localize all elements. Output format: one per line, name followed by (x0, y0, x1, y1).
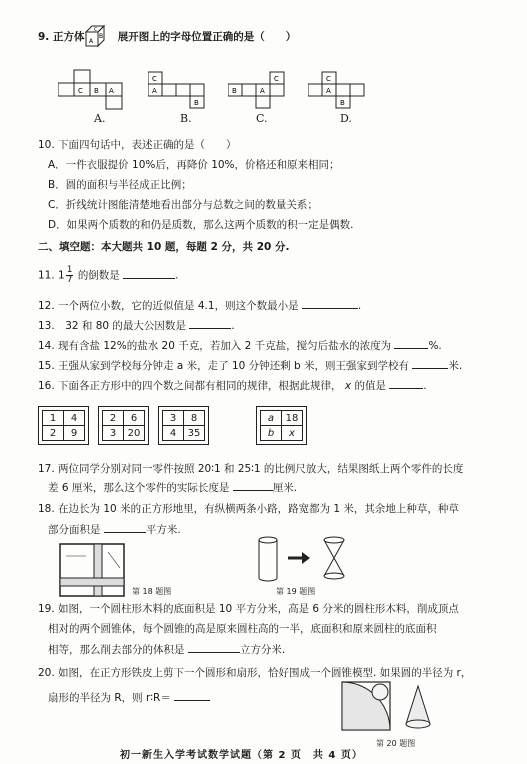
q10-title: 10. 下面四句话中，表述正确的是（ ） (38, 139, 237, 151)
q15-line (38, 358, 462, 373)
q14-line (38, 338, 442, 353)
net-c (228, 68, 300, 116)
q13-text: 13. 32 和 80 的最大公因数是 (38, 320, 186, 332)
figure-20 (340, 680, 440, 736)
q15-end: 米. (448, 360, 463, 372)
q16-answer-blank[interactable] (389, 378, 423, 389)
figure-18-caption: 第 18 题图 (132, 587, 172, 596)
section-2-heading: 二、填空题：本大题共 10 题，每题 2 分，共 20 分. (38, 241, 290, 253)
page-footer: 初一新生入学考试数学试题（第 2 页 共 4 页） (120, 750, 363, 761)
q20-line-2 (48, 690, 210, 705)
cube-letter-c: C (94, 27, 98, 33)
net-d (308, 68, 380, 116)
net-b-letter-2: A (152, 87, 157, 95)
net-c-letter-1: B (232, 87, 237, 95)
grid-2-cell: 2 (103, 411, 124, 426)
q16-line (38, 378, 427, 393)
grid-4-cell (261, 426, 282, 441)
option-c-label: C. (256, 112, 268, 125)
q15-answer-blank[interactable] (412, 358, 448, 369)
q12-text: 12. 一个两位小数，它的近似值是 4.1，则这个数最小是 (38, 300, 299, 312)
grid-3-cell: 3 (163, 411, 184, 426)
q18-line-1: 18. 在边长为 10 米的正方形地里，有纵横两条小路，路宽都为 1 米，其余地上种草，种草 (38, 503, 459, 515)
figure-19 (256, 534, 356, 584)
net-a (58, 66, 138, 114)
q17-line-2 (48, 480, 297, 495)
q16-tail: 的值是 (354, 380, 386, 392)
grid-4-cell: 18 (282, 411, 303, 426)
grid-3-cell: 4 (163, 426, 184, 441)
q11-fraction (66, 266, 74, 285)
q12-end: . (357, 300, 362, 312)
q13-end: . (231, 320, 235, 332)
q11-number: 11. (38, 269, 55, 282)
net-b-letter-3: B (194, 99, 199, 107)
q18-line-2 (48, 522, 181, 537)
q16-text: 16. 下面各正方形中的四个数之间都有相同的规律，根据此规律， (38, 380, 342, 392)
q19-line-1: 19. 如图，一个圆柱形木料的底面积是 10 平方分米，高是 6 分米的圆柱形木料，削成顶点 (38, 603, 459, 615)
q20-answer-blank[interactable] (174, 690, 210, 701)
q12-line (38, 298, 361, 313)
q20-text: 扇形的半径为 R，则 r∶R＝ (48, 692, 171, 704)
q18-answer-blank[interactable] (104, 522, 146, 533)
grid-3-cell: 8 (184, 411, 205, 426)
q18-end: 平方米. (145, 524, 181, 536)
q14-text: 14. 现有含盐 12%的盐水 20 千克，若加入 2 千克盐，搅匀后盐水的浓度为 (38, 340, 392, 352)
net-b (148, 68, 218, 116)
q10-option-b: B．圆的面积与半径成正比例； (48, 179, 192, 191)
grid-1 (38, 406, 89, 445)
q9-post-text: 展开图上的字母位置正确的是（ ） (117, 31, 297, 43)
q11-line (38, 266, 179, 285)
net-a-letter-3: C (78, 87, 83, 95)
grid-1-cell: 4 (64, 411, 85, 426)
option-b-label: B. (180, 112, 192, 125)
q11-answer-blank[interactable] (123, 268, 175, 279)
grid-2-cell: 3 (103, 426, 124, 441)
figure-18 (58, 542, 128, 600)
grid-3 (158, 406, 209, 445)
q15-text: 15. 王强从家到学校每分钟走 a 米，走了 10 分钟还剩 b 米，则王强家到学校有 (38, 360, 410, 372)
q16-end: . (423, 380, 427, 392)
grid-2-cell: 20 (124, 426, 145, 441)
net-d-letter-1: C (326, 75, 331, 83)
option-a-label: A. (94, 112, 106, 125)
q13-answer-blank[interactable] (189, 318, 231, 329)
grid-4-value: a (267, 412, 275, 424)
q10-option-d: D．如果两个质数的和仍是质数，那么这两个质数的积一定是偶数. (48, 219, 354, 231)
q19-answer-blank[interactable] (188, 642, 240, 653)
figure-20-caption: 第 20 题图 (376, 739, 416, 748)
grid-2-cell: 6 (124, 411, 145, 426)
q19-text: 相等，那么削去部分的体积是 (48, 644, 185, 656)
grid-3-cell: 35 (184, 426, 205, 441)
q11-numerator: 1 (66, 265, 73, 275)
grid-4-cell (261, 411, 282, 426)
net-a-letter-1: B (94, 87, 99, 95)
option-d-label: D. (340, 112, 352, 125)
grid-4-value: x (289, 427, 295, 439)
q11-end: . (175, 269, 179, 282)
net-c-letter-3: C (274, 75, 279, 83)
grid-1-cell: 9 (64, 426, 85, 441)
q10-option-c: C．折线统计图能清楚地看出部分与总数之间的数量关系； (48, 199, 318, 211)
q17-answer-blank[interactable] (233, 480, 273, 491)
cube-letter-a: A (89, 38, 94, 45)
q11-denominator: 7 (66, 275, 73, 285)
net-b-letter-1: C (152, 75, 157, 83)
grid-2 (98, 406, 149, 445)
q16-variable: x (344, 380, 352, 392)
q18-text: 部分面积是 (48, 524, 101, 536)
net-c-letter-2: A (260, 87, 265, 95)
q20-line-1: 20. 如图，在正方形铁皮上剪下一个圆形和扇形，恰好围成一个圆锥模型. 如果圆的半径为 r， (38, 667, 472, 679)
net-a-letter-2: A (109, 87, 114, 95)
q11-text: 的倒数是 (77, 269, 120, 282)
q14-answer-blank[interactable] (394, 338, 428, 349)
q19-line-2: 相对的两个圆锥体，每个圆锥的高是原来圆柱高的一半，底面积和原来圆柱的底面积 (48, 623, 437, 635)
figure-19-caption: 第 19 题图 (276, 587, 316, 596)
grid-4-cell (282, 426, 303, 441)
q17-text: 差 6 厘米，那么这个零件的实际长度是 (48, 482, 230, 494)
q19-end: 立方分米. (239, 644, 286, 656)
q10-option-a: A．一件衣服提价 10%后，再降价 10%，价格还和原来相同； (48, 159, 340, 171)
cube-letter-b: B (99, 33, 104, 40)
q9-pre-text: 正方体 (52, 31, 85, 43)
net-d-letter-2: A (326, 87, 331, 95)
net-d-letter-3: B (340, 99, 345, 107)
q11-whole: 1 (58, 269, 65, 282)
cube-figure (84, 24, 108, 50)
q17-end: 厘米. (272, 482, 298, 494)
q9-line (38, 30, 296, 44)
q14-end: %. (428, 340, 442, 352)
q9-number: 9. (38, 31, 50, 43)
grid-1-cell: 1 (43, 411, 64, 426)
q17-line-1: 17. 两位同学分别对同一零件按照 20∶1 和 25∶1 的比例尺放大，结果图纸上两个零件的长度 (38, 463, 464, 475)
grid-4 (256, 406, 307, 445)
grid-1-cell: 2 (43, 426, 64, 441)
q13-line (38, 318, 235, 333)
q12-answer-blank[interactable] (302, 298, 358, 309)
q19-line-3 (48, 642, 285, 657)
grid-4-value: b (267, 427, 275, 439)
